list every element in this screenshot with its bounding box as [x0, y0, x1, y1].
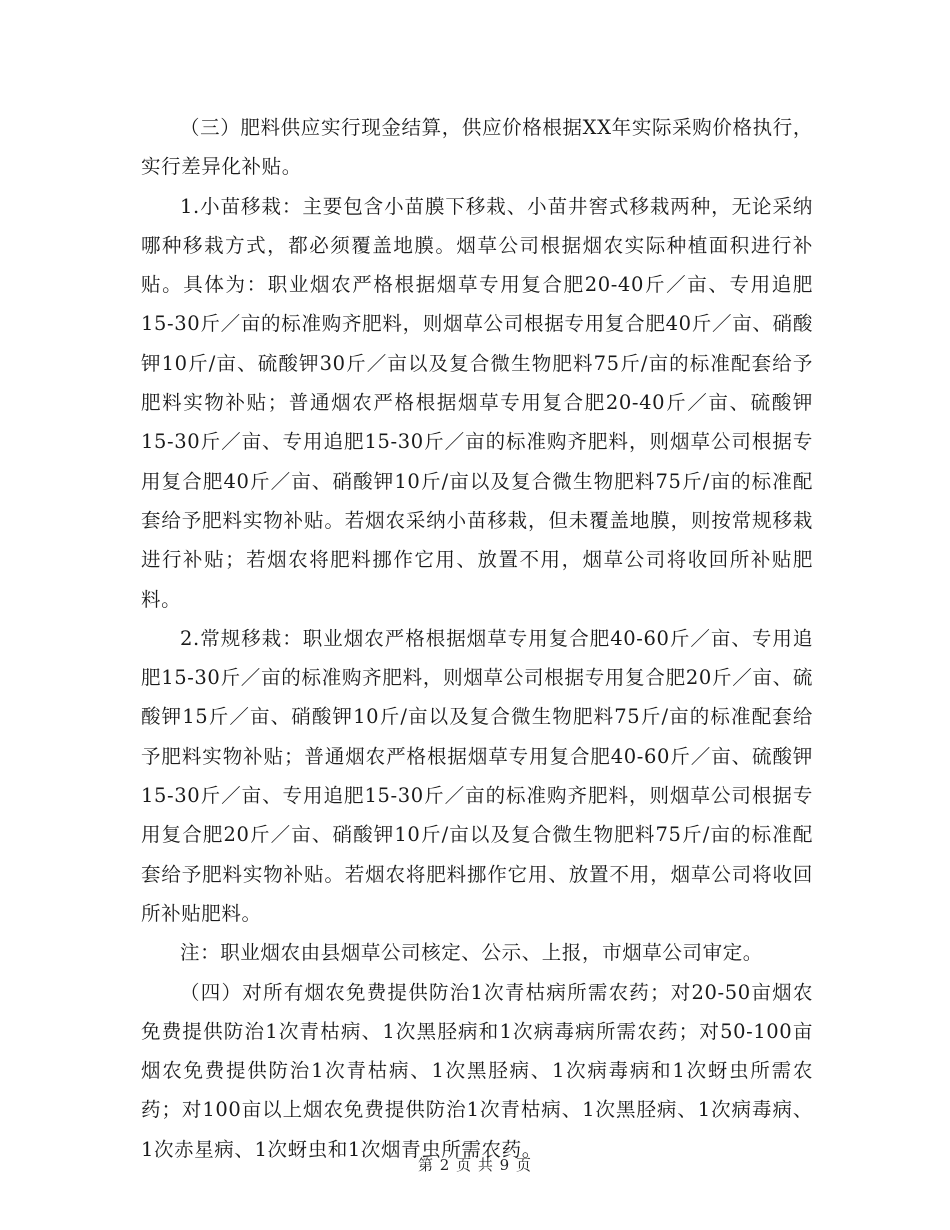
paragraph-seedling-transplant: 1.小苗移栽：主要包含小苗膜下移栽、小苗井窖式移栽两种，无论采纳哪种移栽方式，都必须覆盖地膜。烟草公司根据烟农实际种植面积进行补贴。具体为：职业烟农严格根据烟草专用复合肥20-40斤／亩、专用追肥15-30斤／亩的标准购齐肥料，则烟草公司根据专用复合肥40斤／亩、硝酸钾10斤/亩、硫酸钾30斤／亩以及复合微生物肥料75斤/亩的标准配套给予肥料实物补贴；普通烟农严格根据烟草专用复合肥20-40斤／亩、硫酸钾15-30斤／亩、专用追肥15-30斤／亩的标准购齐肥料，则烟草公司根据专用复合肥40斤／亩、硝酸钾10斤/亩以及复合微生物肥料75斤/亩的标准配套给予肥料实物补贴。若烟农采纳小苗移栽，但未覆盖地膜，则按常规移栽进行补贴；若烟农将肥料挪作它用、放置不用，烟草公司将收回所补贴肥料。	[141, 194, 813, 611]
paragraph-section-3: （三）肥料供应实行现金结算，供应价格根据XX年实际采购价格执行，实行差异化补贴。	[141, 116, 813, 179]
paragraph-section-4: （四）对所有烟农免费提供防治1次青枯病所需农药；对20-50亩烟农免费提供防治1次青枯病、1次黑胫病和1次病毒病所需农药；对50-100亩烟农免费提供防治1次青枯病、1次黑胫病、1次病毒病和1次蚜虫所需农药；对100亩以上烟农免费提供防治1次青枯病、1次黑胫病、1次病毒病、1次赤星病、1次蚜虫和1次烟青虫所需农药。	[141, 980, 813, 1161]
document-body	[141, 108, 813, 1169]
paragraph-regular-transplant: 2.常规移栽：职业烟农严格根据烟草专用复合肥40-60斤／亩、专用追肥15-30斤／亩的标准购齐肥料，则烟草公司根据专用复合肥20斤／亩、硫酸钾15斤／亩、硝酸钾10斤/亩以及复合微生物肥料75斤/亩的标准配套给予肥料实物补贴；普通烟农严格根据烟草专用复合肥40-60斤／亩、硫酸钾15-30斤／亩、专用追肥15-30斤／亩的标准购齐肥料，则烟草公司根据专用复合肥20斤／亩、硝酸钾10斤/亩以及复合微生物肥料75斤/亩的标准配套给予肥料实物补贴。若烟农将肥料挪作它用、放置不用，烟草公司将收回所补贴肥料。	[141, 626, 813, 925]
paragraph-note: 注：职业烟农由县烟草公司核定、公示、上报，市烟草公司审定。	[180, 941, 763, 965]
page-number-footer: 第 2 页 共 9 页	[418, 1156, 532, 1174]
